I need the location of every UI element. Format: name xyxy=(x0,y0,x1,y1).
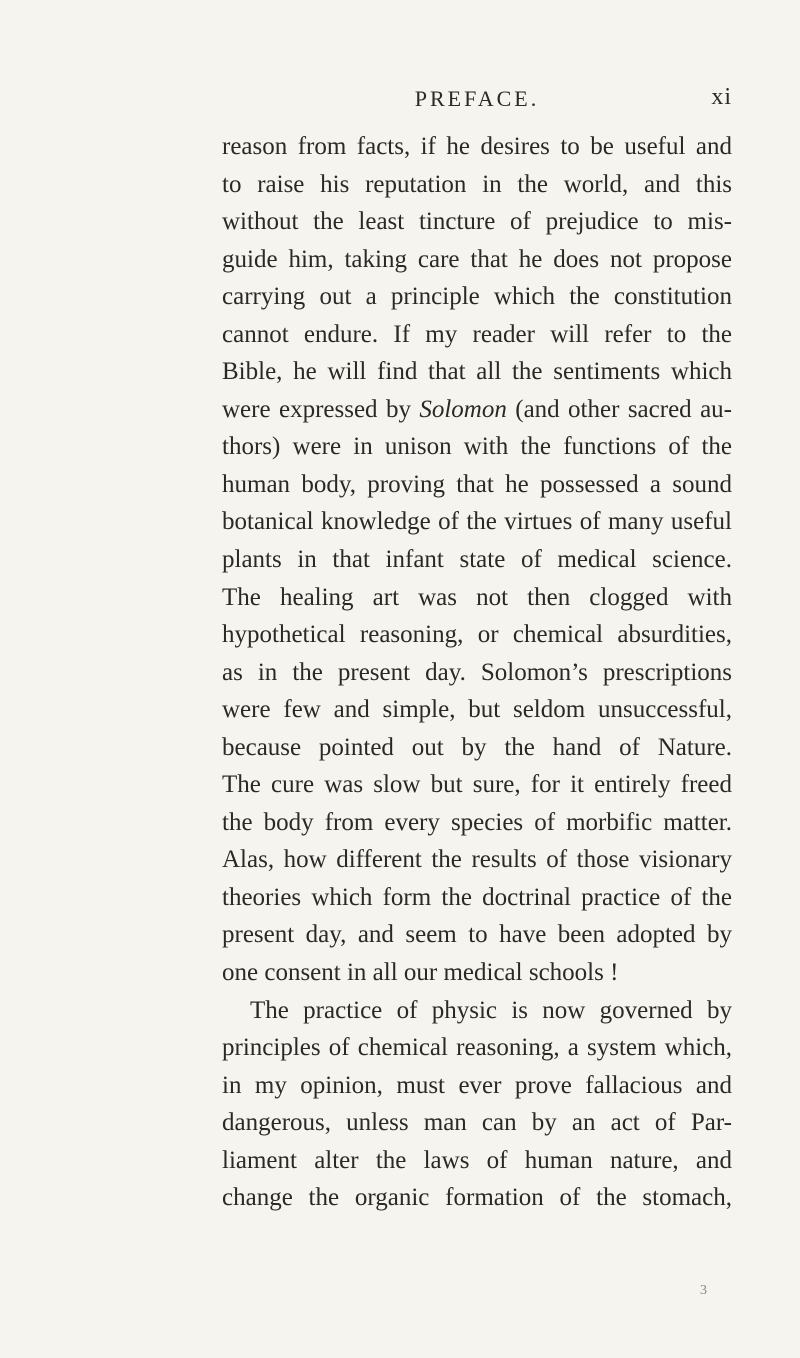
text-line: plants in that infant state of medical science. xyxy=(222,546,732,574)
text-line: dangerous, unless man can by an act of Par- xyxy=(222,1109,732,1137)
text-line: reason from facts, if he desires to be useful and xyxy=(222,133,732,160)
page-number: xi xyxy=(711,84,732,110)
text-line: one consent in all our medical schools ! xyxy=(222,959,619,987)
text-segment: (and other sacred au- xyxy=(506,395,732,423)
text-line: The healing art was not then clogged with xyxy=(222,583,732,611)
text-line: human body, proving that he possessed a sound xyxy=(222,470,732,498)
text-line xyxy=(222,391,732,429)
text-line: The cure was slow but sure, for it entirely freed xyxy=(222,771,732,799)
running-title: PREFACE. xyxy=(414,86,540,111)
text-line: Alas, how different the results of those visionary xyxy=(222,846,732,874)
body-text xyxy=(222,128,732,1217)
text-line: theories which form the doctrinal practice of the xyxy=(222,883,732,911)
text-line: The practice of physic is now governed by xyxy=(250,996,732,1024)
text-line: to raise his reputation in the world, and this xyxy=(222,170,732,198)
text-line: Bible, he will find that all the sentiments which xyxy=(222,358,732,386)
text-line: as in the present day. Solomon’s prescriptions xyxy=(222,658,732,686)
text-line: cannot endure. If my reader will refer to the xyxy=(222,320,732,348)
text-segment: were expressed by xyxy=(222,395,420,423)
text-line: hypothetical reasoning, or chemical absurdities, xyxy=(222,621,732,649)
text-line: present day, and seem to have been adopted by xyxy=(222,921,732,949)
text-line: change the organic formation of the stomach, xyxy=(222,1184,732,1212)
text-line: thors) were in unison with the functions of the xyxy=(222,433,732,461)
text-line: were few and simple, but seldom unsuccessful, xyxy=(222,696,732,724)
running-head xyxy=(222,84,732,118)
signature-mark: 3 xyxy=(700,1283,707,1298)
text-line: the body from every species of morbific matter. xyxy=(222,808,732,836)
text-line: in my opinion, must ever prove fallacious and xyxy=(222,1071,732,1099)
text-line: because pointed out by the hand of Nature. xyxy=(222,733,732,761)
text-line: principles of chemical reasoning, a system which, xyxy=(222,1034,732,1062)
text-line: guide him, taking care that he does not propose xyxy=(222,245,732,273)
text-line: without the least tincture of prejudice to mis- xyxy=(222,208,732,236)
text-line: carrying out a principle which the constitution xyxy=(222,283,732,311)
text-line: liament alter the laws of human nature, and xyxy=(222,1146,732,1174)
italic-name: Solomon xyxy=(419,395,507,423)
text-line: botanical knowledge of the virtues of many useful xyxy=(222,508,732,536)
